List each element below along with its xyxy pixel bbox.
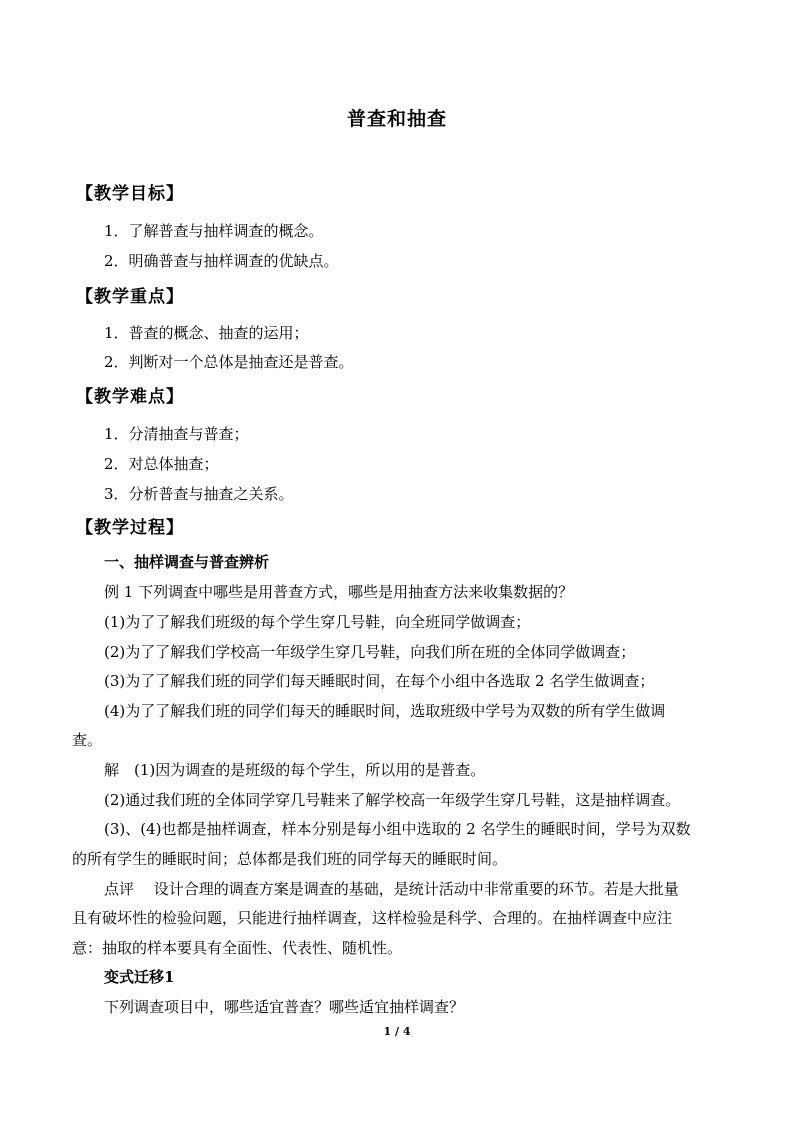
example-line: (3)为了了解我们班的同学们每天睡眠时间，在每个小组中各选取 2 名学生做调查； [104,672,655,690]
example-line: (1)为了了解我们班级的每个学生穿几号鞋，向全班同学做调查； [104,613,531,631]
example-line: (2)为了了解我们学校高一年级学生穿几号鞋，向我们所在班的全体同学做调查； [104,643,636,661]
solution-line: (3)、(4)也都是抽样调查，样本分别是每小组中选取的 2 名学生的睡眠时间，学号为双数 [104,820,691,838]
variant-heading: 变式迁移1 [104,968,175,986]
variant-question: 下列调查项目中，哪些适宜普查？哪些适宜抽样调查？ [104,998,465,1016]
comment-line: 点评 设计合理的调查方案是调查的基础，是统计活动中非常重要的环节。若是大批量 [104,880,679,898]
section-heading-difficulties: 【教学难点】 [76,387,184,407]
section-heading-process: 【教学过程】 [76,518,184,538]
difficulty-item: 1．分清抽查与普查； [104,425,249,443]
solution-line: (2)通过我们班的全体同学穿几号鞋来了解学校高一年级学生穿几号鞋，这是抽样调查。 [104,791,681,809]
comment-line: 且有破坏性的检验问题，只能进行抽样调查，这样检验是科学、合理的。在抽样调查中应注 [72,909,673,927]
section-heading-key-points: 【教学重点】 [76,287,184,307]
example-line: 例 1 下列调查中哪些是用普查方式，哪些是用抽查方法来收集数据的？ [104,583,574,601]
section-heading-objectives: 【教学目标】 [76,184,184,204]
solution-line: 解 (1)因为调查的是班级的每个学生，所以用的是普查。 [104,761,486,779]
key-point-item: 2．判断对一个总体是抽查还是普查。 [104,353,354,371]
solution-line: 的所有学生的睡眠时间；总体都是我们班的同学每天的睡眠时间。 [72,850,508,868]
difficulty-item: 3．分析普查与抽查之关系。 [104,485,294,503]
key-point-item: 1．普查的概念、抽查的运用； [104,324,309,342]
comment-line: 意：抽取的样本要具有全面性、代表性、随机性。 [72,939,403,957]
process-subheading: 一、抽样调查与普查辨析 [104,553,270,571]
page-number: 1 / 4 [383,1025,411,1038]
example-line: 查。 [72,731,103,749]
difficulty-item: 2．对总体抽查； [104,455,219,473]
document-title: 普查和抽查 [346,108,447,130]
objective-item: 2．明确普查与抽样调查的优缺点。 [104,252,339,270]
objective-item: 1．了解普查与抽样调查的概念。 [104,222,324,240]
example-line: (4)为了了解我们班的同学们每天的睡眠时间，选取班级中学号为双数的所有学生做调 [104,702,666,720]
